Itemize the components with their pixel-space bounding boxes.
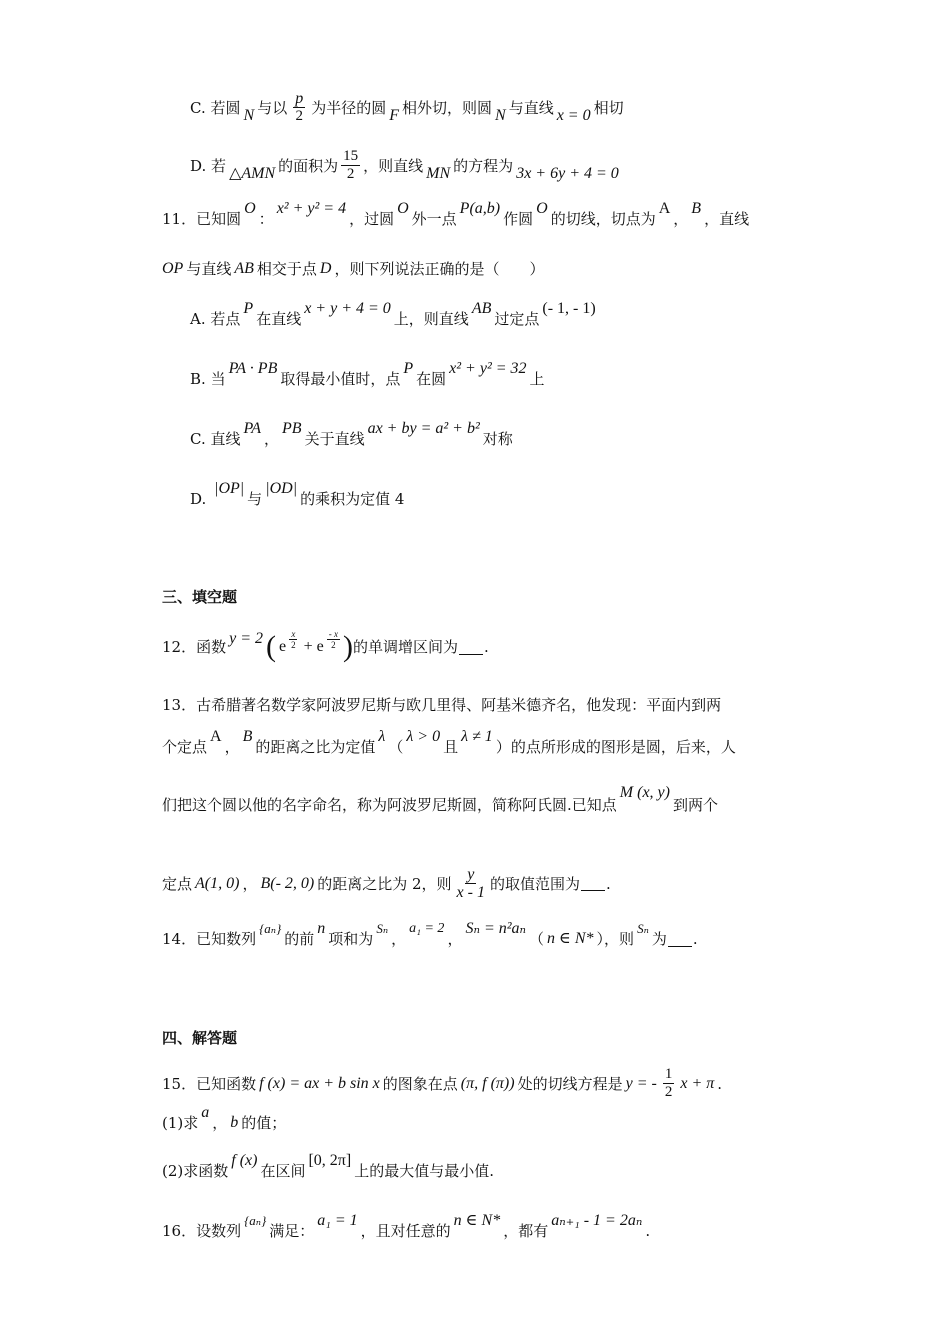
text: （: [388, 738, 404, 756]
math: f (x) = ax + b sin x: [259, 1074, 380, 1092]
denominator: x - 1: [456, 884, 485, 901]
text: 到两个: [672, 796, 718, 814]
math: λ > 0: [406, 728, 441, 745]
text: ，: [447, 930, 463, 948]
q16: [162, 1212, 651, 1242]
text: ，: [224, 738, 240, 756]
text: 若圆: [210, 98, 241, 117]
math: Sₙ: [637, 921, 649, 936]
answer-blank[interactable]: [668, 932, 692, 947]
text: 与以: [257, 98, 288, 117]
q13-line2: [162, 728, 736, 758]
text: .: [717, 1074, 723, 1093]
text: ，过圆: [349, 210, 395, 228]
text: 过定点: [494, 310, 540, 328]
q15-part1: [162, 1104, 287, 1134]
math: n ∈ N*: [547, 930, 594, 947]
text: 的值；: [241, 1114, 287, 1132]
math: AB: [234, 260, 254, 277]
text: ，则直线: [363, 156, 424, 175]
math: |OD|: [265, 480, 298, 497]
text: .: [484, 638, 489, 656]
math: 3x + 6y + 4 = 0: [516, 164, 619, 182]
text: (1)求: [162, 1114, 199, 1132]
text: 上，则直线: [393, 310, 469, 328]
math: △AMN: [229, 164, 276, 182]
text: 外一点: [411, 210, 457, 228]
text: .: [645, 1222, 651, 1240]
fraction: [341, 148, 360, 183]
math: PB: [282, 420, 302, 437]
text: 的乘积为定值 4: [300, 490, 405, 508]
math: A(1, 0): [195, 874, 240, 892]
text: （: [529, 930, 545, 948]
math: (π, f (π)): [460, 1074, 515, 1092]
option-label: D.: [190, 490, 207, 508]
answer-blank[interactable]: [581, 876, 605, 891]
text: 项和为: [328, 930, 374, 948]
text: 取得最小值时，点: [280, 370, 401, 388]
exponent-fraction: [289, 629, 298, 650]
math: O: [244, 200, 256, 217]
text: 相交于点: [256, 260, 317, 278]
q13-line1: [162, 694, 721, 716]
q11-option-d: [190, 480, 405, 510]
text: 对称: [482, 430, 513, 448]
text: 的方程为: [453, 156, 514, 175]
text: .: [606, 874, 611, 893]
numerator: - x: [328, 628, 338, 639]
math: a₁ = 1: [317, 1212, 358, 1229]
text: (2)求函数: [162, 1162, 229, 1180]
q13-line3: [162, 784, 718, 816]
right-paren: ): [343, 630, 353, 663]
math: P(a,b): [459, 200, 501, 217]
q12: [162, 628, 489, 663]
option-label: A.: [190, 310, 206, 328]
option-label: D.: [190, 156, 207, 175]
text: ，: [391, 930, 407, 948]
text: ，直线: [704, 210, 750, 228]
text: 相切: [593, 98, 624, 117]
text: 的图象在点: [382, 1074, 458, 1093]
math: N: [495, 106, 506, 124]
text: 已知函数: [196, 1074, 257, 1093]
math: [0, 2π]: [308, 1152, 352, 1169]
math: F: [389, 106, 399, 124]
text: 相外切，则圆: [402, 98, 493, 117]
math: a: [201, 1104, 210, 1121]
denominator: 2: [346, 166, 355, 182]
q13-line4: [162, 866, 611, 901]
text: 若: [211, 156, 227, 175]
text: 作圆: [503, 210, 534, 228]
text: 满足：: [269, 1222, 315, 1240]
question-number: 13．: [162, 696, 197, 714]
math: O: [397, 200, 409, 217]
text: 为半径的圆: [311, 98, 387, 117]
text: ，: [242, 874, 258, 893]
text: ，且对任意的: [360, 1222, 451, 1240]
math: e: [279, 638, 287, 655]
numerator: 1: [664, 1066, 673, 1082]
left-paren: (: [266, 630, 277, 663]
math: AB: [471, 300, 492, 317]
math: b: [230, 1114, 239, 1131]
q11-stem-line1: [162, 200, 750, 230]
numerator: p: [295, 90, 304, 107]
math: y = -: [625, 1074, 657, 1092]
math: x² + y² = 4: [276, 200, 347, 217]
math: λ: [378, 728, 386, 745]
text: 的距离之比为 2，则: [317, 874, 452, 893]
text: 的切线，切点为: [550, 210, 656, 228]
text: ）的点所形成的图形是圆，后来，人: [495, 738, 736, 756]
section-heading-answer: 四、解答题: [162, 1029, 238, 1047]
text: 关于直线: [304, 430, 365, 448]
math: {aₙ}: [244, 1213, 267, 1228]
text: 上的最大值与最小值.: [354, 1162, 494, 1180]
text: 在直线: [256, 310, 302, 328]
q11-option-a: [190, 300, 599, 330]
text: 与: [247, 490, 263, 508]
option-label: B.: [190, 370, 206, 388]
text: ：: [258, 210, 274, 228]
numerator: 15: [343, 148, 359, 164]
text: 且: [443, 738, 459, 756]
math: A: [210, 728, 222, 745]
text: 的面积为: [278, 156, 339, 175]
fraction: [663, 1066, 675, 1101]
answer-blank[interactable]: [459, 640, 483, 655]
math: n ∈ N*: [453, 1212, 501, 1229]
text: 的距离之比为定值: [255, 738, 376, 756]
text: 直线: [210, 430, 241, 448]
question-number: 16．: [162, 1222, 197, 1240]
text: 与直线: [186, 260, 232, 278]
text: ，则下列说法正确的是（ ）: [334, 260, 545, 278]
question-number: 11．: [162, 210, 197, 228]
math: M (x, y): [619, 784, 670, 801]
text: 与直线: [508, 98, 554, 117]
math: a₁ = 2: [409, 921, 445, 936]
math: λ ≠ 1: [461, 728, 493, 745]
math: y = 2: [229, 630, 264, 647]
text: 在圆: [416, 370, 447, 388]
text: 已知数列: [196, 930, 257, 948]
question-number: 15．: [162, 1074, 197, 1093]
q15-part2: [162, 1152, 494, 1182]
text: 在区间: [260, 1162, 306, 1180]
math: PA: [243, 420, 261, 437]
text: 为: [651, 930, 667, 948]
denominator: 2: [331, 639, 336, 650]
text: ，: [673, 210, 689, 228]
q10-option-d: [190, 148, 622, 183]
q11-option-c: [190, 420, 513, 450]
math: |OP|: [214, 480, 245, 497]
math: f (x): [231, 1152, 258, 1169]
denominator: 2: [295, 108, 303, 124]
q11-option-b: [190, 360, 545, 390]
math: P: [403, 360, 414, 377]
math: N: [243, 106, 255, 124]
math: + e: [303, 638, 324, 655]
fraction: [455, 866, 487, 901]
math: PA · PB: [228, 360, 278, 377]
text: .: [692, 930, 698, 948]
text: 当: [210, 370, 226, 388]
text: ，都有: [503, 1222, 549, 1240]
math: B: [242, 728, 253, 745]
text: ，: [264, 430, 280, 448]
math: x + y + 4 = 0: [304, 300, 391, 317]
q11-stem-line2: [162, 258, 544, 280]
text: 的单调增区间为: [353, 638, 459, 656]
text: 定点: [162, 874, 193, 893]
math: A: [658, 200, 671, 217]
math: Sₙ = n²aₙ: [465, 920, 527, 937]
fraction: [290, 90, 308, 125]
math: x² + y² = 32: [449, 360, 527, 377]
text: 古希腊著名数学家阿波罗尼斯与欧几里得、阿基米德齐名，他发现：平面内到两: [196, 696, 722, 714]
question-number: 14．: [162, 930, 197, 948]
math: {aₙ}: [259, 921, 282, 936]
numerator: x: [291, 628, 296, 639]
exponent-fraction: [327, 629, 340, 650]
text: ），则: [596, 930, 635, 948]
math: P: [243, 300, 254, 317]
math: MN: [426, 164, 451, 182]
text: 个定点: [162, 738, 208, 756]
math: B: [691, 200, 702, 217]
option-label: C.: [190, 98, 206, 117]
math: aₙ₊₁ - 1 = 2aₙ: [551, 1212, 643, 1229]
math: D: [319, 260, 332, 277]
text: 们把这个圆以他的名字命名，称为阿波罗尼斯圆，简称阿氏圆.已知点: [162, 796, 617, 814]
text: 已知圆: [196, 210, 242, 228]
denominator: 2: [291, 639, 296, 650]
text: 上: [529, 370, 545, 388]
math: B(- 2, 0): [260, 874, 315, 892]
math: Sₙ: [376, 921, 389, 936]
math: ax + by = a² + b²: [367, 420, 480, 437]
text: 的前: [284, 930, 315, 948]
math: O: [536, 200, 548, 217]
numerator: y: [467, 866, 475, 883]
q14: [162, 920, 698, 950]
text: 处的切线方程是: [517, 1074, 623, 1093]
text: 设数列: [196, 1222, 242, 1240]
section-heading-fill-in: 三、填空题: [162, 588, 238, 606]
math: (- 1, - 1): [542, 300, 596, 317]
math: OP: [162, 260, 184, 277]
text: 的取值范围为: [489, 874, 580, 893]
option-label: C.: [190, 430, 206, 448]
text: ，: [212, 1114, 228, 1132]
math: n: [317, 920, 326, 937]
question-number: 12．: [162, 638, 197, 656]
q10-option-c: [190, 90, 624, 125]
denominator: 2: [664, 1084, 673, 1100]
text: 函数: [196, 638, 227, 656]
text: 若点: [210, 310, 241, 328]
q15-line1: [162, 1066, 722, 1101]
math: x + π: [680, 1074, 715, 1092]
math: x = 0: [556, 106, 591, 124]
